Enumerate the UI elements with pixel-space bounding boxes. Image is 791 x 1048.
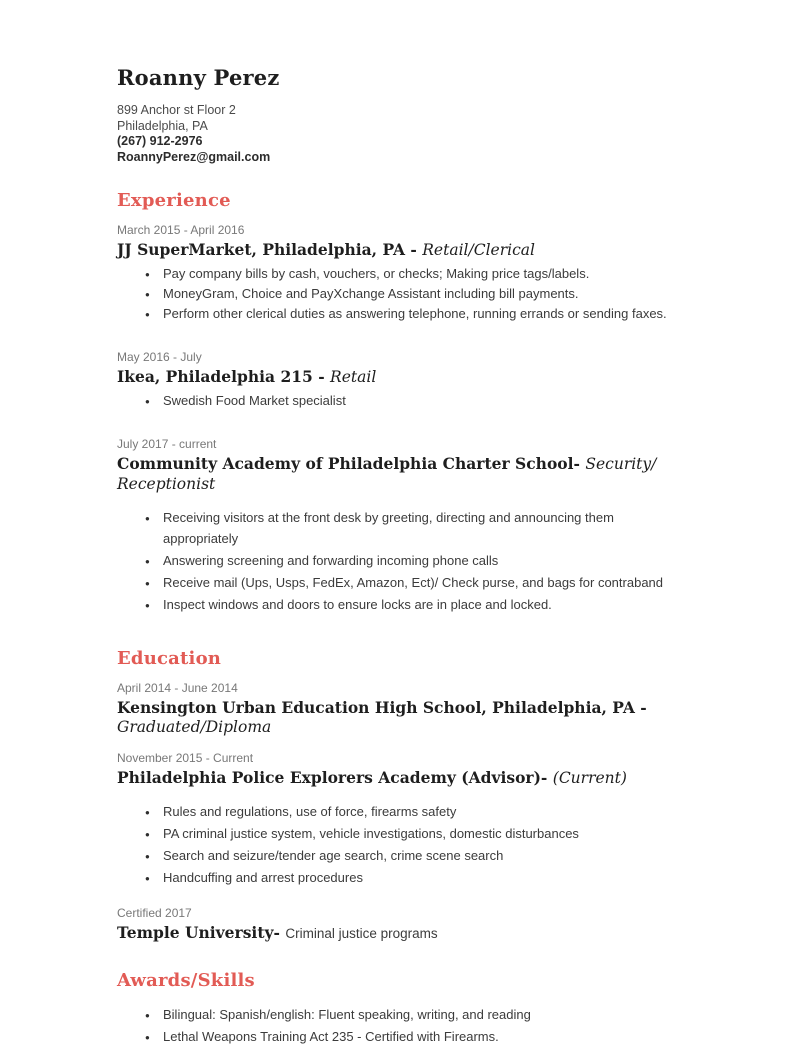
bullet-item: ● Search and seizure/tender age search, crime scene search xyxy=(145,845,675,866)
bullet-item: ● Pay company bills by cash, vouchers, or checks; Making price tags/labels. xyxy=(145,264,675,284)
experience-entry xyxy=(117,223,675,324)
entry-employer: Ikea, Philadelphia 215 - xyxy=(117,367,325,386)
contact-block xyxy=(117,103,675,165)
entry-bullet-list xyxy=(117,507,675,615)
entry-role: Security/ Receptionist xyxy=(117,455,657,493)
bullet-item: ● Lethal Weapons Training Act 235 - Certified with Firearms. xyxy=(145,1026,675,1047)
entry-title xyxy=(117,367,675,387)
section-heading-education: Education xyxy=(117,648,222,669)
entry-bullet-list xyxy=(117,391,675,411)
section-heading-awards-skills: Awards/Skills xyxy=(117,970,255,991)
bullet-item: ● Receiving visitors at the front desk by greeting, directing and announcing them appropriately xyxy=(145,507,675,549)
entry-credential: (Current) xyxy=(552,769,627,787)
entry-school: Philadelphia Police Explorers Academy (Advisor)- xyxy=(117,768,548,787)
bullet-item: ● Handcuffing and arrest procedures xyxy=(145,867,675,888)
entry-dates: Certified 2017 xyxy=(117,906,192,920)
entry-employer: Community Academy of Philadelphia Charter School- xyxy=(117,454,580,473)
entry-school: Kensington Urban Education High School, Philadelphia, PA - xyxy=(117,698,647,717)
email-address: RoannyPerez@gmail.com xyxy=(117,149,271,164)
address-line2: Philadelphia, PA xyxy=(117,118,208,133)
entry-title xyxy=(117,698,675,737)
experience-entry xyxy=(117,350,675,411)
resume-name: Roanny Perez xyxy=(117,65,280,90)
bullet-item: ● Answering screening and forwarding incoming phone calls xyxy=(145,550,675,571)
entry-title xyxy=(117,768,675,788)
education-entry xyxy=(117,681,675,737)
entry-dates: March 2015 - April 2016 xyxy=(117,223,245,237)
bullet-item: ● Rules and regulations, use of force, firearms safety xyxy=(145,801,675,822)
education-entry xyxy=(117,906,675,943)
entry-role: Retail xyxy=(330,368,377,386)
bullet-item: ● Inspect windows and doors to ensure locks are in place and locked. xyxy=(145,594,675,615)
phone-number: (267) 912-2976 xyxy=(117,134,203,148)
bullet-item: ● MoneyGram, Choice and PayXchange Assistant including bill payments. xyxy=(145,284,675,304)
entry-credential: Criminal justice programs xyxy=(285,926,438,941)
entry-dates: July 2017 - current xyxy=(117,437,217,451)
entry-dates: May 2016 - July xyxy=(117,350,202,364)
entry-employer: JJ SuperMarket, Philadelphia, PA - xyxy=(117,240,417,259)
entry-dates: April 2014 - June 2014 xyxy=(117,681,238,695)
entry-credential: Graduated/Diploma xyxy=(117,718,272,736)
entry-title xyxy=(117,454,675,494)
bullet-item: ● Swedish Food Market specialist xyxy=(145,391,675,411)
address-line1: 899 Anchor st Floor 2 xyxy=(117,103,236,117)
bullet-item: ● Receive mail (Ups, Usps, FedEx, Amazon, Ect)/ Check purse, and bags for contraband xyxy=(145,572,675,593)
education-entry xyxy=(117,751,675,888)
entry-bullet-list xyxy=(117,264,675,324)
entry-dates: November 2015 - Current xyxy=(117,751,254,765)
bullet-item: ● Perform other clerical duties as answering telephone, running errands or sending faxes. xyxy=(145,304,675,324)
bullet-item: ● Bilingual: Spanish/english: Fluent speaking, writing, and reading xyxy=(145,1004,675,1025)
experience-entry xyxy=(117,437,675,615)
entry-role: Retail/Clerical xyxy=(422,241,535,259)
bullet-item: ● PA criminal justice system, vehicle investigations, domestic disturbances xyxy=(145,823,675,844)
entry-title xyxy=(117,923,675,943)
awards-bullet-list xyxy=(117,1004,675,1047)
entry-title xyxy=(117,240,675,260)
entry-bullet-list xyxy=(117,801,675,888)
entry-school: Temple University- xyxy=(117,923,280,942)
section-heading-experience: Experience xyxy=(117,190,231,211)
